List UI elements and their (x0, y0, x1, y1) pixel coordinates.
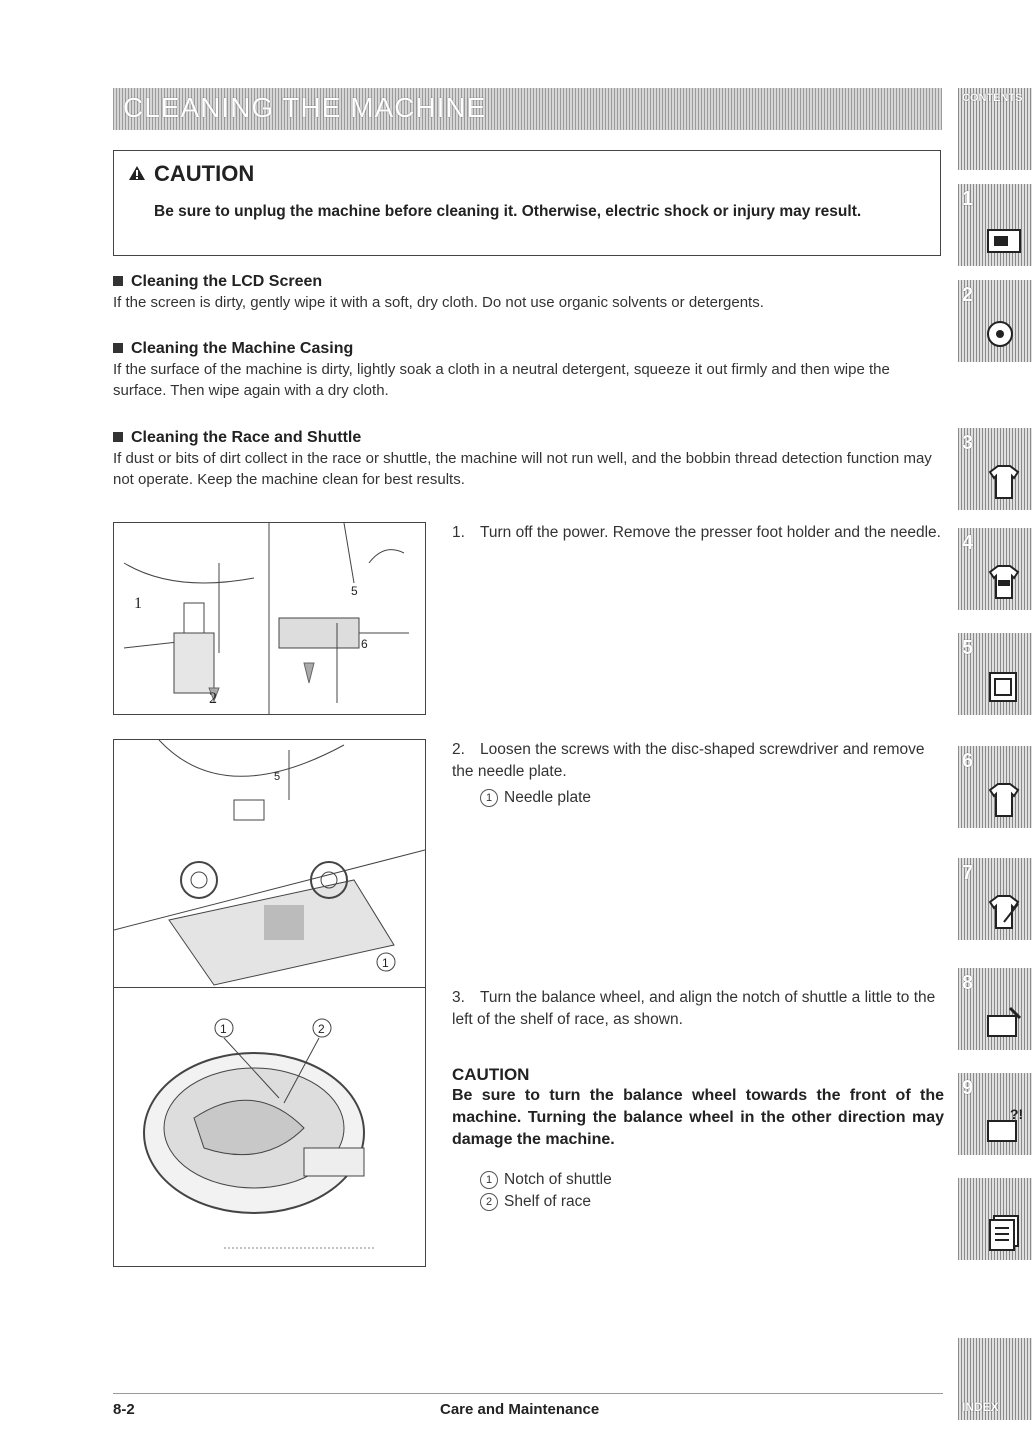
tab-chapter-1[interactable] (958, 184, 1032, 266)
label-5: 5 (274, 771, 281, 783)
figure-needle-plate (113, 739, 426, 988)
section-casing (113, 339, 943, 401)
section-race (113, 428, 943, 490)
callout-number: 2 (480, 1193, 498, 1211)
tab-label: 1 (962, 188, 974, 210)
reference-label: Shelf of race (504, 1193, 592, 1210)
label-5: 5 (351, 584, 358, 598)
step-number: 1. (452, 524, 465, 541)
tab-label: 8 (962, 972, 974, 994)
embroidered-shirt-icon (984, 562, 1024, 602)
tab-label: INDEX (962, 1400, 999, 1414)
section-lcd (113, 272, 943, 313)
tab-index[interactable] (958, 1338, 1032, 1420)
callout-number: 1 (480, 1171, 498, 1189)
label-6: 6 (361, 637, 368, 651)
sewing-machine-icon (984, 218, 1024, 258)
section-title: Cleaning the Race and Shuttle (131, 429, 362, 446)
step-text: Turn the balance wheel, and align the notch of shuttle a little to the left of the shelf of race, as shown. (452, 989, 936, 1028)
tab-chapter-5[interactable] (958, 633, 1032, 715)
figure-shuttle (113, 987, 426, 1267)
warning-icon (128, 161, 146, 187)
label-1: 1 (134, 595, 142, 612)
tab-chapter-8[interactable] (958, 968, 1032, 1050)
chapter-title: Care and Maintenance (440, 1401, 600, 1418)
letter-shirt-icon (984, 780, 1024, 820)
thread-spool-icon (984, 314, 1024, 354)
section-title: Cleaning the Machine Casing (131, 340, 354, 357)
step-text: Loosen the screws with the disc-shaped screwdriver and remove the needle plate. (452, 741, 925, 780)
tab-chapter-3[interactable] (958, 428, 1032, 510)
page-number: 8-2 (113, 1401, 135, 1418)
section-text: If the surface of the machine is dirty, lightly soak a cloth in a neutral detergent, squeeze it out firmly and then wipe the surface. Then wipe again with a dry cloth. (113, 361, 890, 399)
figure-remove-foot (113, 522, 426, 715)
tab-contents[interactable] (958, 88, 1032, 170)
step-number: 3. (452, 989, 465, 1006)
caution-heading-text: CAUTION (154, 161, 255, 186)
step-number: 2. (452, 741, 465, 758)
section-text: If the screen is dirty, gently wipe it with a soft, dry cloth. Do not use organic solvents or detergents. (113, 294, 764, 311)
presser-foot-illustration (114, 523, 425, 714)
shuttle-race-illustration (114, 988, 425, 1266)
caution-note-heading: CAUTION (452, 1065, 530, 1084)
tab-chapter-6[interactable] (958, 746, 1032, 828)
section-banner (113, 88, 942, 130)
caution-note (452, 1065, 944, 1213)
section-text: If dust or bits of dirt collect in the race or shuttle, the machine will not run well, and the bobbin thread detection function may not operate. Keep the machine clean for best results. (113, 450, 932, 488)
section-heading (113, 339, 943, 359)
label-2: 2 (318, 1022, 325, 1036)
tab-label: 3 (962, 432, 974, 454)
document-stack-icon (984, 1212, 1024, 1252)
section-title: Cleaning the LCD Screen (131, 273, 323, 290)
tab-label: 7 (962, 862, 974, 884)
step-2 (452, 739, 942, 809)
svg-text:?!: ?! (1010, 1107, 1024, 1122)
troubleshooting-icon (984, 1107, 1024, 1147)
tab-label: 5 (962, 637, 974, 659)
callout-number: 1 (480, 789, 498, 807)
page-title: CLEANING THE MACHINE (123, 92, 487, 123)
tab-label: 6 (962, 750, 974, 772)
tab-label: 9 (962, 1077, 974, 1099)
reference-item (452, 787, 942, 809)
step-text: Turn off the power. Remove the presser foot holder and the needle. (480, 524, 941, 541)
tab-label: 4 (962, 532, 974, 554)
caution-heading (128, 161, 254, 187)
footer-divider (113, 1393, 943, 1394)
section-heading (113, 428, 943, 448)
section-heading (113, 272, 943, 292)
edit-shirt-icon (984, 892, 1024, 932)
caution-text: Be sure to unplug the machine before cleaning it. Otherwise, electric shock or injury may result. (154, 203, 862, 220)
reference-item (452, 1169, 944, 1191)
shirt-icon (984, 462, 1024, 502)
step-1 (452, 522, 942, 544)
label-1: 1 (382, 956, 389, 970)
step-3 (452, 987, 942, 1031)
caution-note-text: Be sure to turn the balance wheel towards the front of the machine. Turning the balance wheel in the other direction may damage the machine. (452, 1087, 944, 1148)
caution-box (113, 150, 941, 256)
tab-chapter-9[interactable] (958, 1073, 1032, 1155)
tab-appendix[interactable] (958, 1178, 1032, 1260)
needle-plate-illustration (114, 740, 425, 987)
tab-chapter-7[interactable] (958, 858, 1032, 940)
tab-chapter-2[interactable] (958, 280, 1032, 362)
tab-label: CONTENTS (962, 92, 1023, 104)
tab-label: 2 (962, 284, 974, 306)
reference-item (452, 1191, 944, 1213)
reference-label: Needle plate (504, 789, 592, 806)
label-2: 2 (209, 690, 217, 707)
tab-chapter-4[interactable] (958, 528, 1032, 610)
embroidery-card-icon (984, 667, 1024, 707)
maintenance-icon (984, 1002, 1024, 1042)
square-bullet-icon (113, 343, 123, 353)
label-1: 1 (220, 1022, 227, 1036)
reference-label: Notch of shuttle (504, 1171, 612, 1188)
square-bullet-icon (113, 276, 123, 286)
square-bullet-icon (113, 432, 123, 442)
